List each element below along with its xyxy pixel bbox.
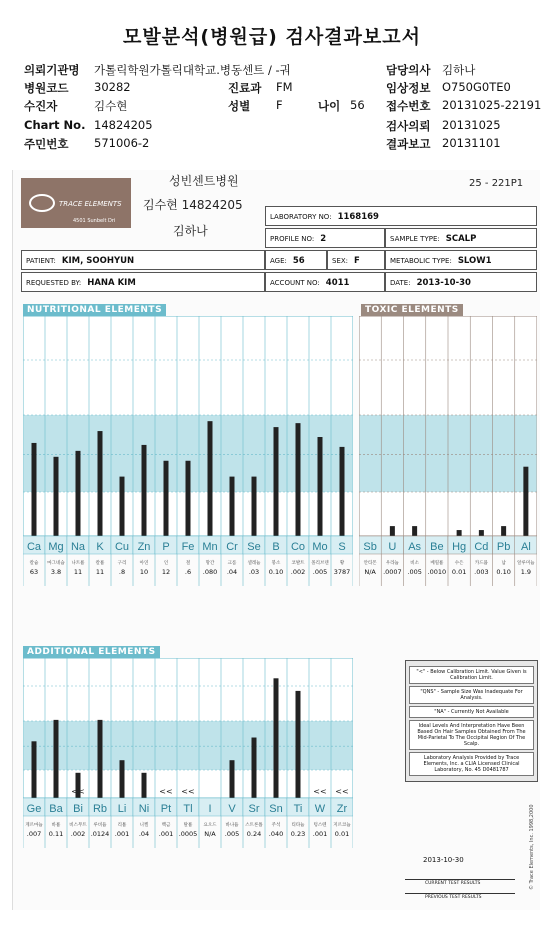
bar-Mo: [318, 437, 323, 536]
bar-Mg: [54, 457, 59, 536]
brand-address: 4501 Sunbelt Dri: [73, 218, 116, 224]
element-korean: 셀레늄: [247, 561, 261, 566]
element-symbol: Hg: [452, 541, 467, 553]
element-symbol: Tl: [183, 803, 193, 815]
legend-na: "NA" - Currently Not Available: [409, 706, 534, 718]
element-korean: 루비듐: [93, 823, 107, 828]
metabolic-type: SLOW1: [457, 256, 492, 266]
profile-no: 2: [320, 234, 327, 244]
element-symbol: Bi: [73, 803, 83, 815]
element-korean: 스트론튬: [245, 823, 263, 828]
element-korean: 안티몬: [363, 561, 377, 566]
sex-label: SEX:: [332, 257, 349, 265]
field-value: F: [276, 98, 283, 112]
element-value: .04: [226, 568, 238, 576]
element-value: 0.10: [268, 568, 284, 576]
element-value: 3787: [333, 568, 351, 576]
element-symbol: K: [96, 541, 104, 553]
profile-label: PROFILE NO:: [270, 235, 315, 243]
element-korean: 코발트: [291, 561, 305, 566]
element-symbol: Sb: [363, 541, 377, 553]
element-korean: 게르마늄: [25, 823, 43, 828]
element-symbol: Mn: [202, 541, 218, 553]
handwritten-doctor: 김하나: [173, 224, 208, 238]
element-symbol: Zr: [336, 803, 348, 815]
element-symbol: Sr: [248, 803, 260, 815]
element-value: .003: [474, 568, 489, 576]
element-korean: 리튬: [117, 823, 127, 828]
toxic-header: TOXIC ELEMENTS: [361, 304, 463, 316]
element-value: .001: [114, 830, 130, 838]
bar-Pb: [501, 526, 506, 536]
bar-Zn: [142, 445, 147, 536]
element-symbol: Cd: [474, 541, 489, 553]
element-value: .6: [184, 568, 192, 576]
field-label: 진료과: [228, 81, 262, 95]
element-value: 0.10: [496, 568, 511, 576]
hair-analysis-scan: [12, 170, 540, 910]
handwritten-code: 25 - 221P1: [469, 178, 524, 189]
element-value: N/A: [364, 568, 376, 576]
element-symbol: Cu: [114, 541, 130, 553]
element-value: .005: [312, 568, 328, 576]
bar-Cd: [479, 530, 484, 536]
bar-Co: [296, 423, 301, 536]
element-symbol: Ca: [26, 541, 42, 553]
field-label: 나이: [318, 99, 341, 113]
bar-U: [390, 526, 395, 536]
element-korean: 구리: [117, 561, 127, 566]
element-korean: 주석: [271, 823, 281, 828]
footer-current: CURRENT TEST RESULTS: [425, 881, 481, 886]
sex-value: F: [354, 256, 360, 266]
field-value: 20131025-22191: [442, 98, 542, 112]
bar-Sn: [274, 678, 279, 798]
bar-Sr: [252, 738, 257, 798]
element-korean: 몰리브덴: [311, 561, 329, 566]
bar-Ba: [54, 720, 59, 798]
element-symbol: Pt: [160, 803, 172, 815]
element-korean: 아연: [139, 561, 149, 566]
field-label: 접수번호: [386, 99, 431, 113]
bar-Ni: [142, 773, 147, 798]
field-label: 담당의사: [386, 63, 431, 77]
requested-box: [21, 272, 265, 292]
element-korean: 칼슘: [29, 561, 39, 566]
element-value: .03: [248, 568, 260, 576]
element-value: 0.11: [48, 830, 64, 838]
field-label: 병원코드: [24, 81, 69, 95]
legend-qns: "QNS" - Sample Size Was Inadequate For Analysis.: [409, 686, 534, 704]
bar-S: [340, 447, 345, 536]
patient-name: KIM, SOOHYUN: [61, 256, 135, 266]
element-value: .0005: [178, 830, 198, 838]
element-value: .005: [407, 568, 422, 576]
element-korean: 붕소: [271, 561, 281, 566]
element-korean: 칼륨: [95, 561, 105, 566]
profile-box: [265, 228, 385, 248]
element-value: 0.01: [334, 830, 350, 838]
element-value: 11: [73, 568, 83, 576]
element-korean: 요오드: [203, 823, 217, 828]
account-box: [265, 272, 385, 292]
element-symbol: Be: [430, 541, 444, 553]
field-label: 주민번호: [24, 137, 69, 151]
handwritten-patient: 김수현 14824205: [143, 198, 243, 212]
element-value: 63: [29, 568, 39, 576]
date-label: DATE:: [390, 279, 411, 287]
element-value: 10: [139, 568, 149, 576]
element-symbol: Mo: [312, 541, 328, 553]
footer-copyright: © Trace Elements, Inc. 1998,2000: [529, 804, 535, 890]
element-value: .040: [268, 830, 284, 838]
field-label: 검사의뢰: [386, 119, 431, 133]
sample-label: SAMPLE TYPE:: [390, 235, 440, 243]
low-mark: <<: [313, 787, 327, 796]
legend-calibration: "<" - Below Calibration Limit. Value Given is Calibration Limit.: [409, 666, 534, 684]
element-symbol: Li: [117, 803, 127, 815]
element-value: .002: [70, 830, 86, 838]
element-korean: 바륨: [51, 823, 61, 828]
element-value: 11: [95, 568, 105, 576]
handwritten-hospital: 성빈센트병원: [169, 174, 239, 188]
lab-no: 1168169: [337, 212, 379, 222]
patient-label: PATIENT:: [26, 257, 56, 265]
element-value: .04: [138, 830, 150, 838]
element-korean: 니켈: [139, 823, 149, 828]
bar-B: [274, 427, 279, 536]
additional-chart: [23, 658, 353, 868]
element-symbol: Mg: [48, 541, 64, 553]
bar-Mn: [208, 421, 213, 536]
element-value: 0.01: [451, 568, 467, 576]
element-korean: 비스무트: [69, 823, 87, 828]
legend-lab: Laboratory Analysis Provided by Trace Elements, Inc. a CLIA Licensed Clinical Laboratory, No. 45 D0481787: [409, 752, 534, 776]
element-symbol: Ge: [26, 803, 42, 815]
bar-Ca: [32, 443, 37, 536]
element-value: .0124: [90, 830, 110, 838]
toxic-chart: [359, 316, 537, 606]
requested-by: HANA KIM: [87, 278, 136, 288]
element-symbol: Ba: [49, 803, 63, 815]
element-symbol: B: [272, 541, 280, 553]
element-value: .001: [312, 830, 328, 838]
element-korean: 바나듐: [225, 823, 239, 828]
globe-logo-icon: [29, 194, 55, 212]
field-label: Chart No.: [24, 118, 86, 132]
element-symbol: As: [408, 541, 422, 553]
legend-ideal-levels: Ideal Levels And Interpretation Have Been Based On Hair Samples Obtained From The Mid-Parietal To The Occipital Region Of The Scalp.: [409, 720, 534, 750]
element-symbol: U: [388, 541, 397, 553]
field-value: 가톨릭학원가톨릭대학교.병동센트 / -궈: [94, 63, 291, 77]
bar-Fe: [186, 461, 191, 536]
element-korean: 망간: [205, 561, 215, 566]
field-value: 20131025: [442, 118, 501, 132]
trace-elements-logo: [21, 178, 131, 228]
bar-K: [98, 431, 103, 536]
element-symbol: W: [314, 803, 326, 815]
element-symbol: Pb: [496, 541, 511, 553]
metabolic-label: METABOLIC TYPE:: [390, 257, 452, 265]
element-korean: 카드뮴: [474, 561, 488, 566]
patient-box: [21, 250, 265, 270]
element-korean: 지르코늄: [333, 823, 351, 828]
lab-label: LABORATORY NO:: [270, 213, 332, 221]
element-korean: 나트륨: [71, 561, 85, 566]
element-korean: 황: [339, 561, 345, 566]
lab-no-box: [265, 206, 537, 226]
element-korean: 철: [185, 561, 191, 566]
element-value: N/A: [204, 830, 216, 838]
element-value: .080: [202, 568, 218, 576]
bar-Cu: [120, 477, 125, 536]
age-box: [265, 250, 327, 270]
requested-label: REQUESTED BY:: [26, 279, 82, 287]
element-value: .005: [224, 830, 240, 838]
element-symbol: Cr: [226, 541, 238, 553]
element-korean: 탈륨: [183, 823, 193, 828]
element-korean: 납: [501, 561, 506, 566]
bar-Rb: [98, 720, 103, 798]
sex-box: [327, 250, 385, 270]
low-mark: <<: [181, 787, 195, 796]
account-label: ACCOUNT NO:: [270, 279, 320, 287]
additional-header: ADDITIONAL ELEMENTS: [23, 646, 160, 658]
element-korean: 알루미늄: [517, 561, 535, 566]
field-label: 임상정보: [386, 81, 431, 95]
field-value: 김수현: [94, 99, 128, 113]
element-korean: 비소: [410, 561, 419, 566]
field-value: 571006-2: [94, 136, 150, 150]
brand-name: TRACE ELEMENTS: [59, 200, 122, 208]
element-korean: 티타늄: [291, 823, 305, 828]
bar-Al: [523, 467, 528, 536]
element-symbol: V: [228, 803, 236, 815]
bar-P: [164, 461, 169, 536]
element-value: .002: [290, 568, 306, 576]
sample-box: [385, 228, 537, 248]
nutritional-header: NUTRITIONAL ELEMENTS: [23, 304, 166, 316]
element-value: 0.24: [246, 830, 262, 838]
element-symbol: Co: [290, 541, 306, 553]
report-title: 모발분석(병원급) 검사결과보고서: [123, 26, 421, 48]
element-value: 0.23: [290, 830, 306, 838]
field-value: 14824205: [94, 118, 153, 132]
field-value: 김하나: [442, 63, 476, 77]
element-korean: 백금: [161, 823, 171, 828]
report-date: 2013-10-30: [416, 278, 471, 288]
low-mark: <<: [159, 787, 173, 796]
age-label: AGE:: [270, 257, 287, 265]
field-label: 의뢰기관명: [24, 63, 80, 77]
element-symbol: I: [208, 803, 212, 815]
element-symbol: Na: [70, 541, 86, 553]
age-value: 56: [292, 256, 305, 266]
bar-Cr: [230, 477, 235, 536]
field-value: 30282: [94, 80, 131, 94]
element-value: 3.8: [50, 568, 62, 576]
element-symbol: S: [338, 541, 346, 553]
field-value: 56: [350, 98, 365, 112]
element-value: 12: [161, 568, 171, 576]
element-korean: 베릴륨: [430, 561, 444, 566]
account-no: 4011: [325, 278, 350, 288]
bar-Se: [252, 477, 257, 536]
element-symbol: P: [162, 541, 170, 553]
element-korean: 우라늄: [385, 561, 399, 566]
element-symbol: Fe: [181, 541, 195, 553]
element-symbol: Rb: [92, 803, 108, 815]
bar-Li: [120, 760, 125, 798]
bar-Na: [76, 451, 81, 536]
element-value: .8: [118, 568, 126, 576]
date-box: [385, 272, 537, 292]
field-value: O750G0TE0: [442, 80, 511, 94]
element-symbol: Ti: [293, 803, 303, 815]
element-symbol: Zn: [137, 541, 151, 553]
bar-Ge: [32, 741, 37, 798]
element-value: .007: [26, 830, 42, 838]
field-label: 수진자: [24, 99, 58, 113]
element-value: .001: [158, 830, 174, 838]
low-mark: <<: [335, 787, 349, 796]
footer-date: 2013-10-30: [423, 856, 464, 864]
field-value: 20131101: [442, 136, 501, 150]
field-label: 결과보고: [386, 137, 431, 151]
metabolic-box: [385, 250, 537, 270]
element-korean: 수은: [454, 561, 464, 566]
element-symbol: Se: [247, 541, 261, 553]
footer-previous: PREVIOUS TEST RESULTS: [425, 895, 482, 900]
sample-type: SCALP: [445, 234, 477, 244]
field-label: 성별: [228, 99, 251, 113]
bar-As: [412, 526, 417, 536]
field-value: FM: [276, 80, 293, 94]
element-value: .0007: [383, 568, 402, 576]
element-korean: 텅스텐: [313, 823, 327, 828]
legend-box: [405, 660, 538, 782]
element-korean: 인: [163, 561, 169, 566]
bar-Ti: [296, 691, 301, 798]
low-mark: <<: [71, 787, 85, 796]
element-value: .0010: [427, 568, 447, 576]
element-symbol: Al: [520, 541, 531, 553]
element-value: 1.9: [520, 568, 532, 576]
bar-Hg: [457, 530, 462, 536]
element-symbol: Ni: [138, 803, 150, 815]
nutritional-chart: [23, 316, 353, 606]
element-korean: 마그네슘: [47, 561, 65, 566]
element-symbol: Sn: [269, 803, 283, 815]
element-korean: 크롬: [227, 561, 237, 566]
bar-V: [230, 760, 235, 798]
